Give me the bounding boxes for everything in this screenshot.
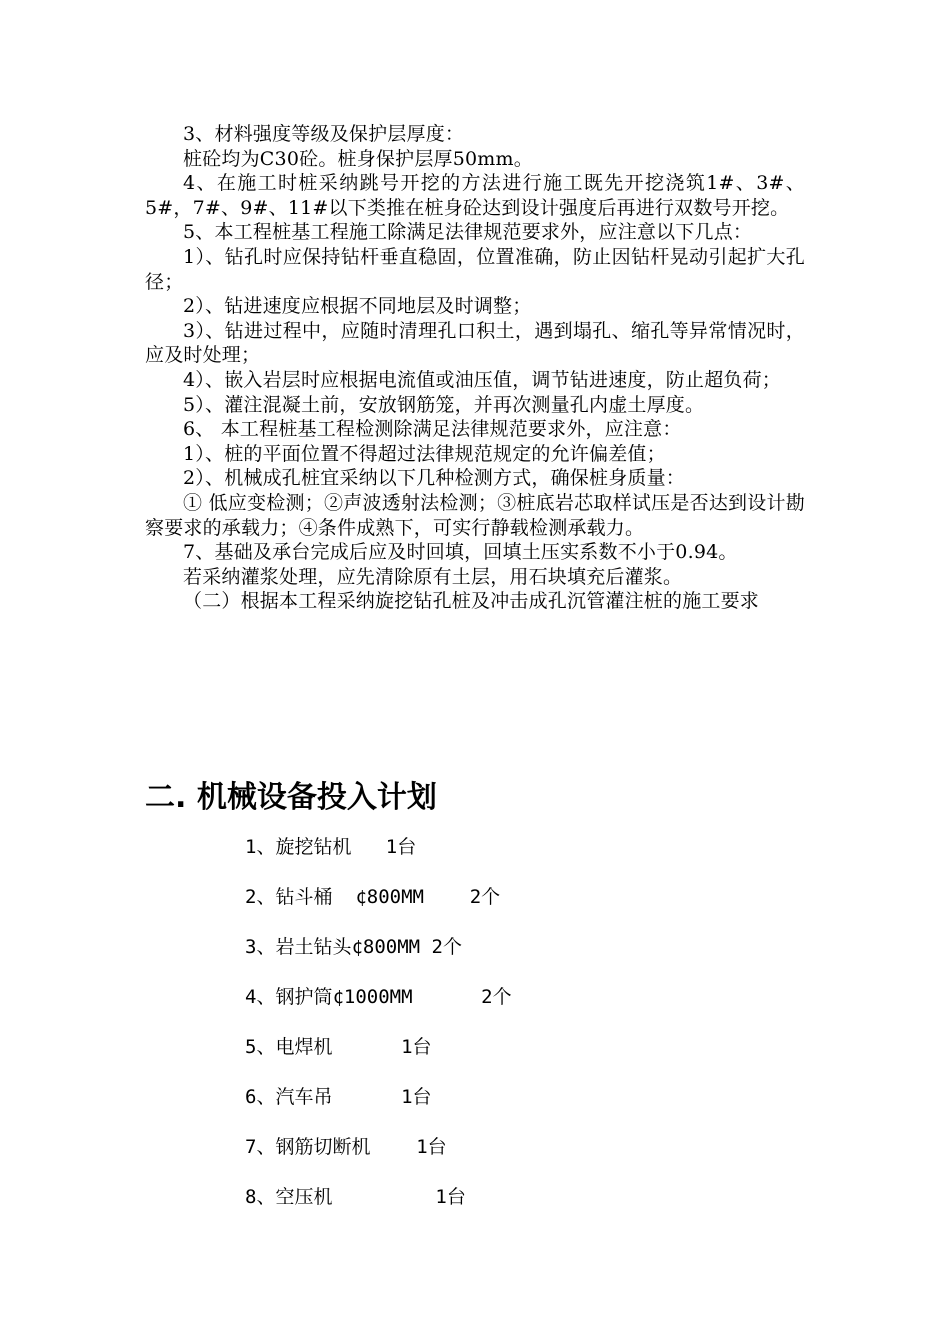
- paragraph-note-1: 1）、钻孔时应保持钻杆垂直稳固，位置准确，防止因钻杆晃动引起扩大孔径；: [145, 245, 805, 293]
- paragraph-inspection-notes: 6、 本工程桩基工程检测除满足法律规范要求外，应注意：: [183, 418, 682, 441]
- equipment-list: [245, 827, 512, 1227]
- equipment-item: 6、汽车吊 1台: [245, 1086, 432, 1108]
- equipment-item: 8、空压机 1台: [245, 1186, 466, 1208]
- body-text: [145, 122, 805, 614]
- paragraph-inspection-1: 1）、桩的平面位置不得超过法律规范规定的允许偏差值；: [183, 442, 666, 465]
- paragraph-backfill: 7、基础及承台完成后应及时回填，回填土压实系数不小于0.94。: [183, 541, 738, 564]
- paragraph-construction-notes: 5、本工程桩基工程施工除满足法律规范要求外，应注意以下几点：: [183, 221, 753, 244]
- equipment-item: 7、钢筋切断机 1台: [245, 1136, 447, 1158]
- paragraph-excavation-method: 4、在施工时桩采纳跳号开挖的方法进行施工既先开挖浇筑1#、3#、5#，7#、9#、11#以下类推在桩身砼达到设计强度后再进行双数号开挖。: [145, 172, 805, 219]
- paragraph-grouting: 若采纳灌浆处理，应先清除原有土层，用石块填充后灌浆。: [183, 565, 683, 588]
- equipment-item: 3、岩土钻头¢800MM 2个: [245, 936, 462, 958]
- equipment-item: 4、钢护筒¢1000MM 2个: [245, 986, 512, 1008]
- paragraph-note-5: 5）、灌注混凝土前，安放钢筋笼，并再次测量孔内虚土厚度。: [183, 393, 705, 416]
- paragraph-note-3: 3）、钻进过程中，应随时清理孔口积土，遇到塌孔、缩孔等异常情况时，应及时处理；: [145, 319, 805, 367]
- paragraph-inspection-methods: ① 低应变检测；②声波透射法检测；③桩底岩芯取样试压是否达到设计勘察要求的承载力；④条件成熟下，可实行静载检测承载力。: [145, 491, 805, 539]
- paragraph-note-4: 4）、嵌入岩层时应根据电流值或油压值，调节钻进速度，防止超负荷；: [183, 368, 781, 391]
- section-heading: 二. 机械设备投入计划: [145, 780, 437, 815]
- paragraph-concrete-grade: 桩砼均为C30砼。桩身保护层厚50mm。: [183, 147, 533, 170]
- paragraph-requirements: （二）根据本工程采纳旋挖钻孔桩及冲击成孔沉管灌注桩的施工要求: [183, 590, 760, 613]
- paragraph-inspection-2: 2）、机械成孔桩宜采纳以下几种检测方式，确保桩身质量：: [183, 467, 685, 490]
- equipment-item: 2、钻斗桶 ¢800MM 2个: [245, 886, 501, 908]
- paragraph-note-2: 2）、钻进速度应根据不同地层及时调整；: [183, 295, 532, 318]
- equipment-item: 1、旋挖钻机 1台: [245, 836, 417, 858]
- equipment-item: 5、电焊机 1台: [245, 1036, 432, 1058]
- paragraph-material-strength: 3、材料强度等级及保护层厚度：: [183, 123, 465, 145]
